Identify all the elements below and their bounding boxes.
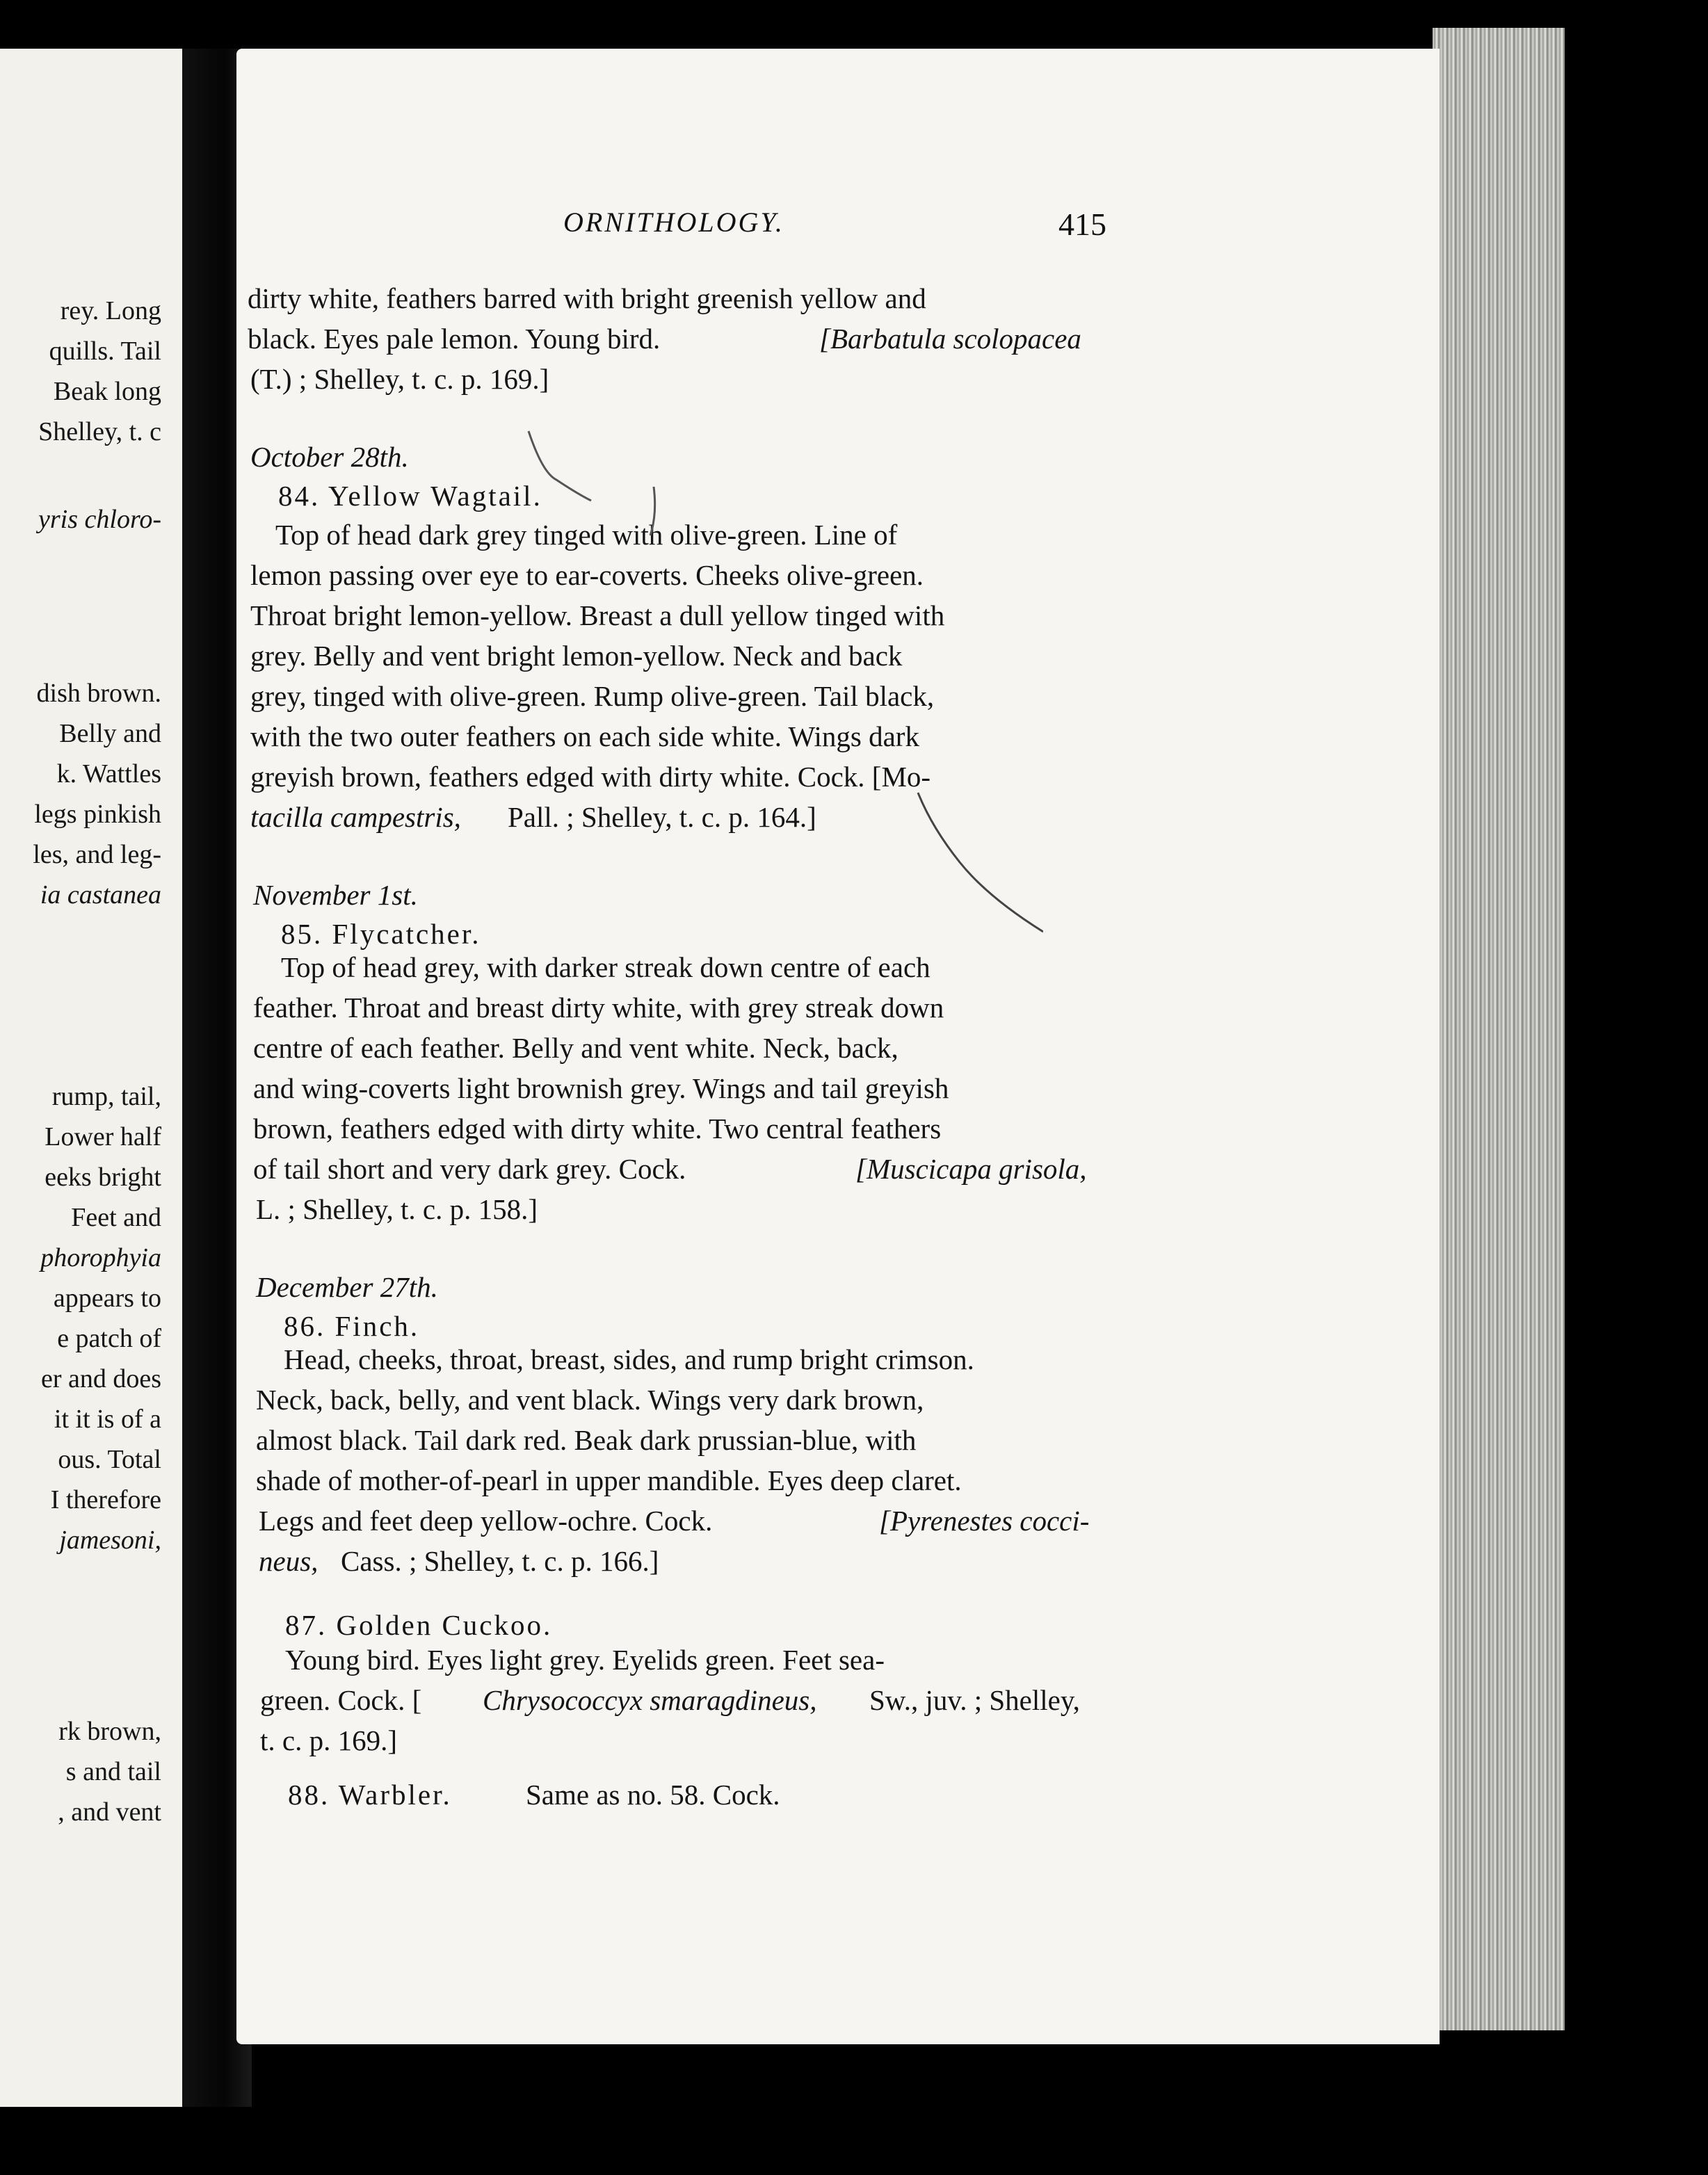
body-line: and wing-coverts light brownish grey. Wings and tail greyish (253, 1072, 949, 1104)
body-line: Top of head grey, with darker streak down centre of each (281, 951, 930, 983)
left-page-line: e patch of (57, 1324, 161, 1353)
body-line: greyish brown, feathers edged with dirty white. Cock. [Mo- (250, 761, 931, 793)
body-line: dirty white, feathers barred with bright greenish yellow and (248, 282, 926, 314)
left-page-line: Belly and (59, 719, 161, 748)
body-line: (T.) ; Shelley, t. c. p. 169.] (250, 363, 549, 395)
pen-marks (515, 417, 1043, 946)
left-page-line: ous. Total (58, 1445, 161, 1474)
body-line: centre of each feather. Belly and vent white. Neck, back, (253, 1032, 899, 1064)
entry-heading: 84. Yellow Wagtail. (278, 480, 542, 512)
left-page-line: les, and leg- (33, 840, 161, 869)
left-page-line: k. Wattles (56, 759, 161, 789)
left-page-line: rump, tail, (51, 1082, 161, 1111)
body-line: Top of head dark grey tinged with olive-green. Line of (275, 519, 898, 551)
left-page-line: rk brown, (58, 1717, 161, 1746)
body-line: grey. Belly and vent bright lemon-yellow. Neck and back (250, 640, 903, 672)
left-page-line: er and does (40, 1364, 161, 1393)
previous-page-fragment (0, 49, 182, 2107)
body-line: L. ; Shelley, t. c. p. 158.] (256, 1193, 538, 1225)
left-page-line: I therefore (50, 1485, 161, 1514)
left-page-line: yris chloro- (38, 505, 161, 534)
body-line: Sw., juv. ; Shelley, (869, 1684, 1080, 1716)
left-page-line: legs pinkish (34, 800, 161, 829)
body-line: black. Eyes pale lemon. Young bird. (248, 323, 661, 355)
entry-date: November 1st. (253, 879, 418, 911)
left-page-line: rey. Long (60, 296, 161, 325)
left-page-line: phorophyia (40, 1243, 161, 1272)
body-line: t. c. p. 169.] (260, 1724, 397, 1756)
left-page-line: s and tail (65, 1757, 161, 1786)
body-line: Head, cheeks, throat, breast, sides, and rump bright crimson. (284, 1343, 974, 1375)
left-page-line: Lower half (45, 1122, 161, 1151)
body-line: grey, tinged with olive-green. Rump olive-green. Tail black, (250, 680, 935, 712)
body-line: brown, feathers edged with dirty white. Two central feathers (253, 1113, 942, 1145)
body-line: neus, (259, 1545, 319, 1577)
left-page-line: Beak long (53, 377, 161, 406)
body-line: shade of mother-of-pearl in upper mandible. Eyes deep claret. (256, 1464, 962, 1496)
body-line: with the two outer feathers on each side white. Wings dark (250, 720, 919, 752)
left-page-line: it it is of a (54, 1405, 161, 1434)
entry-heading: 87. Golden Cuckoo. (285, 1609, 553, 1641)
left-page-line: appears to (53, 1284, 161, 1313)
left-page-line: , and vent (58, 1797, 161, 1827)
body-line: feather. Throat and breast dirty white, with grey streak down (253, 992, 944, 1024)
left-page-line: quills. Tail (49, 337, 161, 366)
body-line: Neck, back, belly, and vent black. Wings very dark brown, (256, 1384, 924, 1416)
body-line: tacilla campestris, (250, 801, 461, 833)
left-page-line: Shelley, t. c (38, 417, 161, 446)
left-page-line: eeks bright (45, 1163, 161, 1192)
body-line: Chrysococcyx smaragdineus, (483, 1684, 817, 1716)
body-line: of tail short and very dark grey. Cock. (253, 1153, 686, 1185)
body-line: Pall. ; Shelley, t. c. p. 164.] (508, 801, 816, 833)
left-page-line: Feet and (71, 1203, 161, 1232)
body-line: [Muscicapa grisola, (855, 1153, 1087, 1185)
left-page-line: jamesoni, (59, 1526, 161, 1555)
entry-heading: 85. Flycatcher. (281, 918, 481, 950)
body-line: almost black. Tail dark red. Beak dark prussian-blue, with (256, 1424, 917, 1456)
body-line: lemon passing over eye to ear-coverts. Cheeks olive-green. (250, 559, 924, 591)
body-line: Throat bright lemon-yellow. Breast a dull yellow tinged with (250, 599, 945, 631)
page-edges (1433, 28, 1565, 2030)
entry-heading: 86. Finch. (284, 1310, 420, 1342)
page-number: 415 (1058, 207, 1106, 242)
left-page-line: dish brown. (36, 679, 161, 708)
body-line: green. Cock. [ (260, 1684, 422, 1716)
entry-date: October 28th. (250, 441, 409, 473)
body-line: [Pyrenestes cocci- (879, 1505, 1090, 1537)
left-page-line: ia castanea (40, 880, 161, 909)
entry-date: December 27th. (256, 1271, 438, 1303)
running-head: ORNITHOLOGY. (563, 207, 784, 238)
body-line: Young bird. Eyes light grey. Eyelids green. Feet sea- (285, 1644, 885, 1676)
entry-heading: 88. Warbler. (288, 1779, 452, 1811)
body-line: Legs and feet deep yellow-ochre. Cock. (259, 1505, 713, 1537)
body-line: Same as no. 58. Cock. (526, 1779, 780, 1811)
body-line: [Barbatula scolopacea (819, 323, 1081, 355)
body-line: Cass. ; Shelley, t. c. p. 166.] (341, 1545, 659, 1577)
